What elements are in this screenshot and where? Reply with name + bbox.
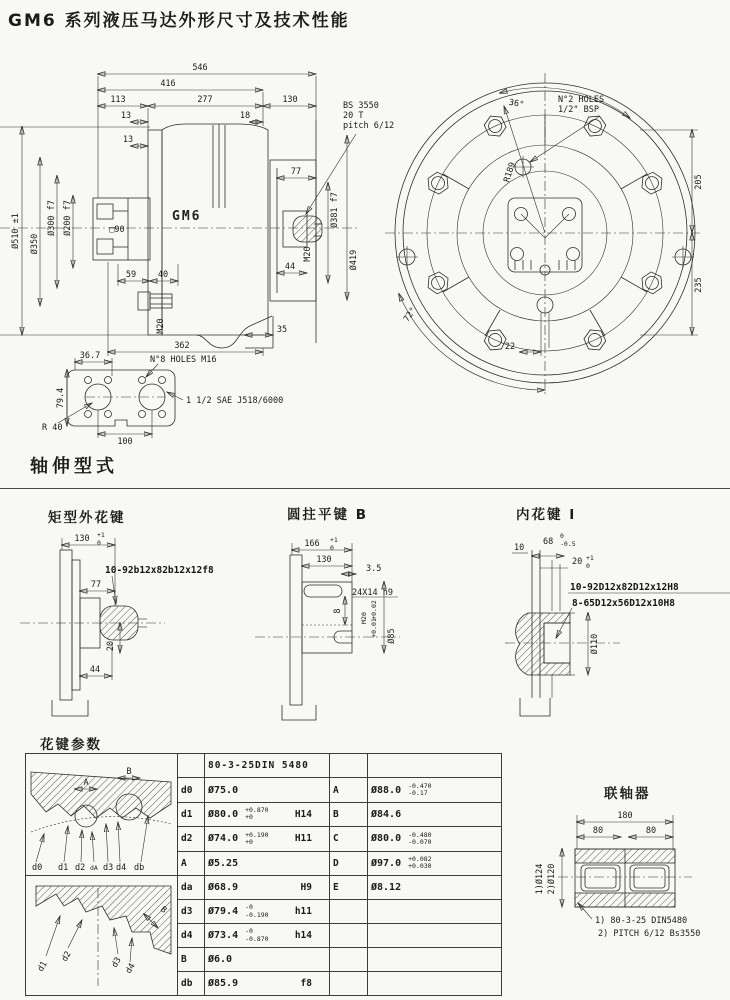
ref-key: E bbox=[330, 876, 368, 900]
spline-label-dA: dA bbox=[90, 864, 98, 872]
dim-phi381: Ø381 f7 bbox=[330, 192, 340, 228]
note-sae: 1 1/2 SAE J518/6000 bbox=[186, 396, 284, 406]
dim-s1-44: 44 bbox=[89, 665, 101, 675]
table-header-empty1 bbox=[330, 754, 368, 778]
dim-phi510: Ø510 ±1 bbox=[11, 213, 21, 249]
dim-s3-tol-bot: -0.5 bbox=[560, 540, 576, 548]
dim-77: 77 bbox=[290, 167, 302, 177]
dim-s2-130: 130 bbox=[316, 555, 332, 565]
dim-r40: R 40 bbox=[42, 423, 63, 433]
section-coupling: 联轴器 bbox=[604, 786, 651, 802]
param-key: da bbox=[178, 876, 205, 900]
ref-value bbox=[368, 948, 502, 972]
ref-value: Ø97.0 +0.082 +0.030 bbox=[368, 851, 502, 875]
section-spline-params: 花键参数 bbox=[40, 737, 102, 753]
ref-value: Ø80.0 -0.480 -0.070 bbox=[368, 827, 502, 851]
note-c-2: 2) PITCH 6/12 Bs3550 bbox=[598, 929, 701, 939]
shaft-types-drawing bbox=[0, 498, 730, 738]
spline-label-d3: d3 bbox=[103, 863, 114, 873]
ref-key bbox=[330, 948, 368, 972]
spline-b-label-d2: d2 bbox=[59, 949, 74, 964]
dim-s2-key: 24X14 h9 bbox=[352, 588, 393, 598]
note-pitch: pitch 6/12 bbox=[343, 121, 395, 131]
dim-s2-phi85: Ø85 bbox=[387, 628, 397, 644]
subsection-inner-spline: 内花键 I bbox=[516, 507, 577, 523]
dim-40: 40 bbox=[157, 270, 169, 280]
spline-label-db: db bbox=[134, 863, 145, 873]
param-value: Ø5.25 bbox=[205, 851, 330, 875]
table-header-din: 80-3-25DIN 5480 bbox=[205, 754, 330, 778]
dim-s1-tol-top: +1 bbox=[97, 531, 105, 539]
spline-label-B: B bbox=[126, 767, 132, 777]
dim-s1-20: 20 bbox=[106, 640, 116, 652]
param-key: d2 bbox=[178, 827, 205, 851]
param-key: db bbox=[178, 972, 205, 996]
ref-key: A bbox=[330, 778, 368, 802]
param-value: Ø79.4 -0 -0.190 h11 bbox=[205, 900, 330, 924]
shaft-inner-spline bbox=[505, 532, 730, 716]
ref-value bbox=[368, 972, 502, 996]
dim-113: 113 bbox=[110, 95, 126, 105]
dim-546: 546 bbox=[192, 63, 208, 73]
dim-c-80a: 80 bbox=[592, 826, 604, 836]
spline-diagram-bottom-cell bbox=[26, 876, 178, 996]
dim-phi350: Ø350 bbox=[30, 233, 40, 255]
spline-label-d4: d4 bbox=[116, 863, 127, 873]
main-drawing bbox=[0, 48, 730, 448]
dim-s2-tol-bot: 0 bbox=[330, 544, 334, 552]
subsection-rect-spline: 矩型外花键 bbox=[48, 510, 126, 526]
spline-b-label-d1: d1 bbox=[35, 959, 50, 974]
note-2holes-1: N°2 HOLES bbox=[558, 95, 605, 105]
spline-diagram-top bbox=[26, 754, 176, 872]
spec-s3-2: 8-65D12x56D12x10H8 bbox=[572, 598, 675, 609]
ref-key: C bbox=[330, 827, 368, 851]
dim-s3-tol2-top: +1 bbox=[586, 554, 594, 562]
dim-362: 362 bbox=[174, 341, 190, 351]
dim-s2-3-5: 3.5 bbox=[366, 564, 382, 574]
dim-s1-130: 130 bbox=[74, 534, 90, 544]
dim-22: 22 bbox=[504, 342, 516, 352]
spline-label-d1: d1 bbox=[58, 863, 69, 873]
dim-s2-tol2-top: +0.02 bbox=[370, 600, 378, 620]
coupling-drawing bbox=[530, 795, 730, 945]
dim-s3-tol-top: 0 bbox=[560, 532, 564, 540]
param-value: Ø73.4 -0 -0.870 h14 bbox=[205, 924, 330, 948]
section-shaft-types: 轴伸型式 bbox=[30, 456, 118, 477]
param-key: d4 bbox=[178, 924, 205, 948]
spline-diagram-bottom bbox=[26, 876, 176, 992]
note-2holes-2: 1/2" BSP bbox=[558, 105, 599, 115]
spec-s3-1: 10-92D12x82D12x12H8 bbox=[570, 582, 679, 593]
dim-59: 59 bbox=[125, 270, 137, 280]
dim-c-80b: 80 bbox=[645, 826, 657, 836]
ref-key bbox=[330, 972, 368, 996]
dim-205: 205 bbox=[694, 174, 704, 190]
dim-phi300: Ø300 f7 bbox=[47, 200, 57, 236]
dim-s2-m20: M20 bbox=[360, 612, 368, 624]
label-square90: □90 bbox=[109, 225, 125, 235]
dim-s3-tol2-bot: 0 bbox=[586, 562, 590, 570]
section-divider bbox=[0, 488, 730, 489]
param-value: Ø75.0 bbox=[205, 778, 330, 802]
spec-s1: 10-92b12x82b12x12f8 bbox=[105, 565, 214, 576]
dim-277: 277 bbox=[197, 95, 213, 105]
spline-b-label-d3: d3 bbox=[109, 955, 124, 970]
spline-label-d0: d0 bbox=[32, 863, 43, 873]
dim-phi419: Ø419 bbox=[349, 249, 359, 271]
dim-79-4: 79.4 bbox=[56, 387, 66, 409]
spline-b-label-B: B bbox=[158, 904, 169, 916]
note-c-1: 1) 80-3-25 DIN5480 bbox=[595, 916, 688, 926]
dim-s2-8: 8 bbox=[333, 608, 343, 614]
dim-s2-166: 166 bbox=[304, 539, 320, 549]
note-8holes: N°8 HOLES M16 bbox=[150, 355, 217, 365]
dim-35: 35 bbox=[276, 325, 288, 335]
param-key: d1 bbox=[178, 802, 205, 826]
param-value: Ø85.9 f8 bbox=[205, 972, 330, 996]
dim-s2-tol2-bot: +0.01 bbox=[370, 618, 378, 638]
dim-c-180: 180 bbox=[617, 811, 633, 821]
dim-13b: 13 bbox=[122, 135, 134, 145]
param-key: d3 bbox=[178, 900, 205, 924]
dim-s1-tol-bot: 0 bbox=[97, 539, 101, 547]
dim-m20-left: M20 bbox=[156, 318, 166, 334]
ref-value: Ø88.0 -0.470 -0.17 bbox=[368, 778, 502, 802]
dim-s3-phi110: Ø110 bbox=[590, 633, 600, 655]
dim-72deg: 72° bbox=[401, 305, 419, 325]
dim-s3-10: 10 bbox=[514, 543, 525, 553]
ref-value bbox=[368, 900, 502, 924]
param-key: B bbox=[178, 948, 205, 972]
dim-235: 235 bbox=[694, 277, 704, 293]
spline-label-A: A bbox=[83, 778, 89, 788]
dim-r189: R189 bbox=[502, 161, 519, 184]
spline-table bbox=[25, 753, 502, 996]
dim-s2-tol-top: +1 bbox=[330, 536, 338, 544]
ref-key bbox=[330, 924, 368, 948]
param-value: Ø74.0 +0.190 +0 H11 bbox=[205, 827, 330, 851]
dim-s3-68: 68 bbox=[543, 537, 554, 547]
dim-phi200: Ø200 f7 bbox=[63, 200, 73, 236]
table-row bbox=[26, 876, 502, 900]
dim-130: 130 bbox=[282, 95, 298, 105]
spline-diagram-top-cell bbox=[26, 754, 178, 876]
page-title: GM6 系列液压马达外形尺寸及技术性能 bbox=[8, 11, 350, 31]
ref-value: Ø84.6 bbox=[368, 802, 502, 826]
ref-key: B bbox=[330, 802, 368, 826]
flange-view bbox=[42, 351, 283, 447]
dim-36-7: 36.7 bbox=[79, 351, 101, 361]
spline-b-label-d4: d4 bbox=[123, 961, 138, 976]
param-key: d0 bbox=[178, 778, 205, 802]
dim-s3-20: 20 bbox=[572, 557, 583, 567]
dim-36deg: 36° bbox=[507, 97, 525, 111]
dim-100: 100 bbox=[117, 437, 133, 447]
dim-s1-77: 77 bbox=[90, 580, 102, 590]
dim-18: 18 bbox=[239, 111, 251, 121]
shaft-key-b bbox=[255, 536, 400, 720]
table-corner-cell bbox=[178, 754, 205, 778]
side-view-dims bbox=[0, 63, 394, 356]
dim-13a: 13 bbox=[120, 111, 132, 121]
param-value: Ø68.9 H9 bbox=[205, 876, 330, 900]
param-value: Ø6.0 bbox=[205, 948, 330, 972]
param-key: A bbox=[178, 851, 205, 875]
ref-key: D bbox=[330, 851, 368, 875]
ref-key bbox=[330, 900, 368, 924]
ref-value bbox=[368, 924, 502, 948]
label-model-gm6: GM6 bbox=[172, 209, 202, 224]
note-bs3550: BS 3550 bbox=[343, 101, 379, 111]
front-view bbox=[385, 73, 704, 396]
shaft-rect-spline bbox=[20, 531, 214, 716]
table-header-empty2 bbox=[368, 754, 502, 778]
ref-value: Ø8.12 bbox=[368, 876, 502, 900]
note-20t: 20 T bbox=[343, 111, 364, 121]
label-c-phi124: 1)Ø124 bbox=[535, 863, 545, 895]
dim-44: 44 bbox=[284, 262, 296, 272]
dim-416: 416 bbox=[160, 79, 176, 89]
label-c-phi120: 2)Ø120 bbox=[547, 863, 557, 895]
param-value: Ø80.0 +0.870 +0 H14 bbox=[205, 802, 330, 826]
dim-m20-right: M20 bbox=[303, 246, 313, 262]
spline-label-d2: d2 bbox=[75, 863, 86, 873]
subsection-key-b: 圆拄平键 B bbox=[287, 507, 368, 523]
